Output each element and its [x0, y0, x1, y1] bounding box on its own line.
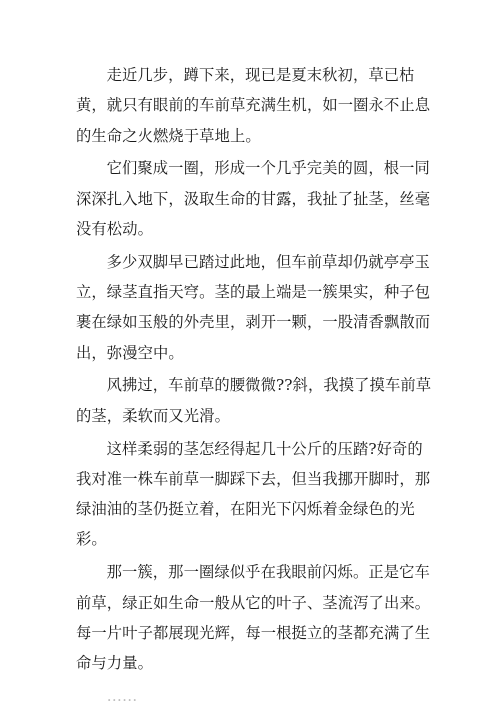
- paragraph: 多少双脚早已踏过此地，但车前草却仍就亭亭玉立，绿茎直指天穹。茎的最上端是一簇果实，种子包裹在绿如玉般的外壳里，剥开一颗，一股清香飘散而出，弥漫空中。: [76, 252, 431, 362]
- paragraph: 风拂过，车前草的腰微微??斜，我摸了摸车前草的茎，柔软而又光滑。: [76, 376, 432, 425]
- paragraph: 走近几步，蹲下来，现已是夏末秋初，草已枯黄，就只有眼前的车前草充满生机，如一圈永不止息的生命之火燃烧于草地上。: [76, 66, 431, 145]
- paragraph: 那一簇，那一圈绿似乎在我眼前闪烁。正是它车前草，绿正如生命一般从它的叶子、茎流泻了出来。每一片叶子都展现光辉，每一根挺立的茎都充满了生命与力量。: [76, 563, 431, 673]
- article-body: [76, 60, 436, 714]
- paragraph: 它们聚成一圈，形成一个几乎完美的圆，根一同深深扎入地下，汲取生命的甘露，我扯了扯茎，丝毫没有松动。: [76, 159, 431, 238]
- cut-off-paragraph: ……: [106, 686, 138, 705]
- paragraph: 这样柔弱的茎怎经得起几十公斤的压踏?好奇的我对准一株车前草一脚踩下去，但当我挪开脚时，那绿油油的茎仍挺立着，在阳光下闪烁着金绿色的光彩。: [76, 439, 431, 549]
